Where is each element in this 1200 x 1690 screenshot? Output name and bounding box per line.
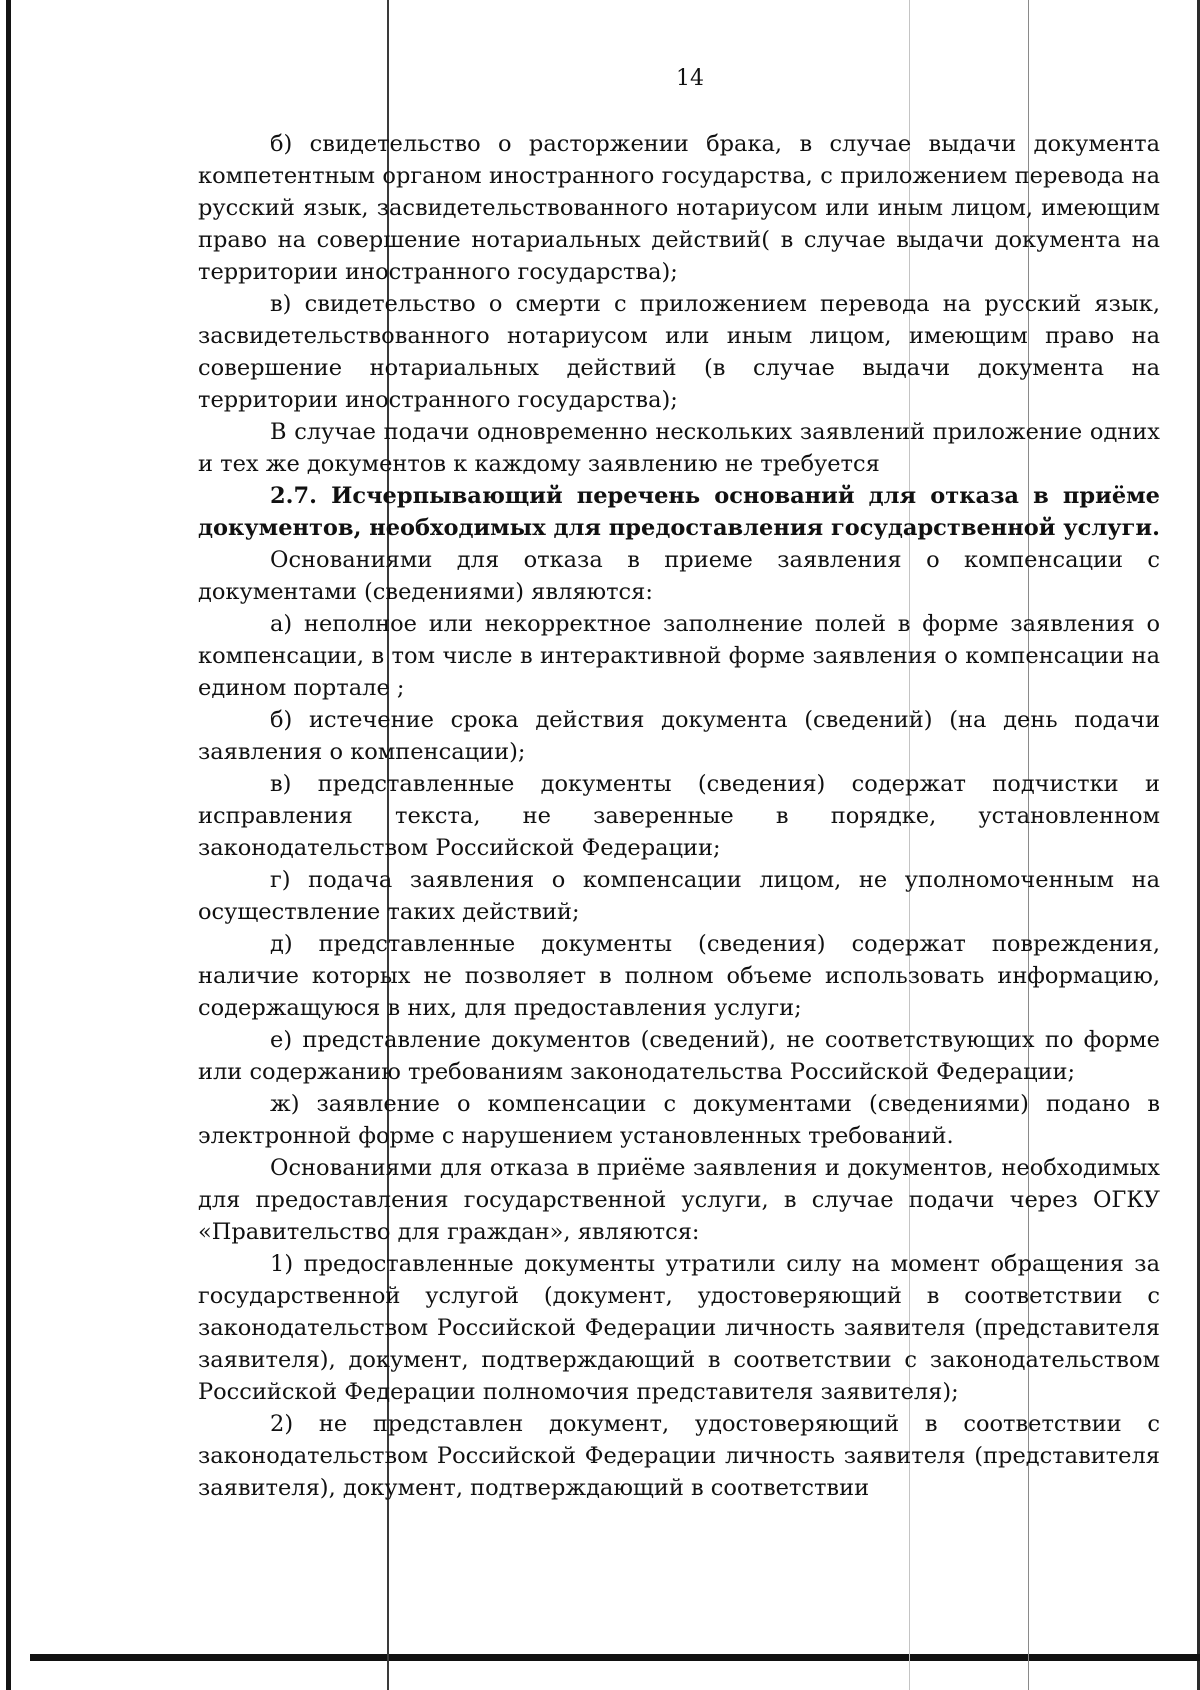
document-body	[198, 128, 1160, 1504]
list-item-d: д) представленные документы (сведения) содержат повреждения, наличие которых не позволяет в полном объеме использовать информацию, содержащуюся в них, для предоставления услуги;	[198, 931, 1160, 1021]
section-heading-2-7: 2.7. Исчерпывающий перечень оснований для отказа в приёме документов, необходимых для предоставления государственной услуги.	[198, 483, 1160, 541]
paragraph-refusal-grounds-intro: Основаниями для отказа в приеме заявления о компенсации с документами (сведениями) являются:	[198, 547, 1160, 605]
paragraph-death-certificate: в) свидетельство о смерти с приложением перевода на русский язык, засвидетельствованного нотариусом или иным лицом, имеющим право на совершение нотариальных действий (в случае выдачи документа на территории иностранного государства);	[198, 291, 1160, 413]
list-item-1: 1) предоставленные документы утратили силу на момент обращения за государственной услугой (документ, удостоверяющий в соответствии с законодательством Российской Федерации личность заявителя (представителя заявителя), документ, подтверждающий в соответствии с законодательством Российской Федерации полномочия представителя заявителя);	[198, 1251, 1160, 1405]
list-item-zh: ж) заявление о компенсации с документами (сведениями) подано в электронной форме с нарушением установленных требований.	[198, 1091, 1160, 1149]
paragraph-ogku-refusal-intro: Основаниями для отказа в приёме заявления и документов, необходимых для предоставления государственной услуги, в случае подачи через ОГКУ «Правительство для граждан», являются:	[198, 1155, 1160, 1245]
list-item-v: в) представленные документы (сведения) содержат подчистки и исправления текста, не заверенные в порядке, установленном законодательством Российской Федерации;	[198, 771, 1160, 861]
scan-border-bottom	[30, 1654, 1200, 1661]
list-item-2: 2) не представлен документ, удостоверяющий в соответствии с законодательством Российской Федерации личность заявителя (представителя заявителя), документ, подтверждающий в соответствии	[198, 1411, 1160, 1501]
list-item-a: а) неполное или некорректное заполнение полей в форме заявления о компенсации, в том числе в интерактивной форме заявления о компенсации на едином портале ;	[198, 611, 1160, 701]
paragraph-divorce-certificate: б) свидетельство о расторжении брака, в случае выдачи документа компетентным органом иностранного государства, с приложением перевода на русский язык, засвидетельствованного нотариусом или иным лицом, имеющим право на совершение нотариальных действий( в случае выдачи документа на территории иностранного государства);	[198, 131, 1160, 285]
list-item-g: г) подача заявления о компенсации лицом, не уполномоченным на осуществление таких действий;	[198, 867, 1160, 925]
list-item-b: б) истечение срока действия документа (сведений) (на день подачи заявления о компенсации);	[198, 707, 1160, 765]
list-item-e: е) представление документов (сведений), не соответствующих по форме или содержанию требованиям законодательства Российской Федерации;	[198, 1027, 1160, 1085]
page-number: 14	[676, 66, 704, 91]
paragraph-multiple-applications: В случае подачи одновременно нескольких заявлений приложение одних и тех же документов к каждому заявлению не требуется	[198, 419, 1160, 477]
scan-border-left	[6, 0, 11, 1690]
